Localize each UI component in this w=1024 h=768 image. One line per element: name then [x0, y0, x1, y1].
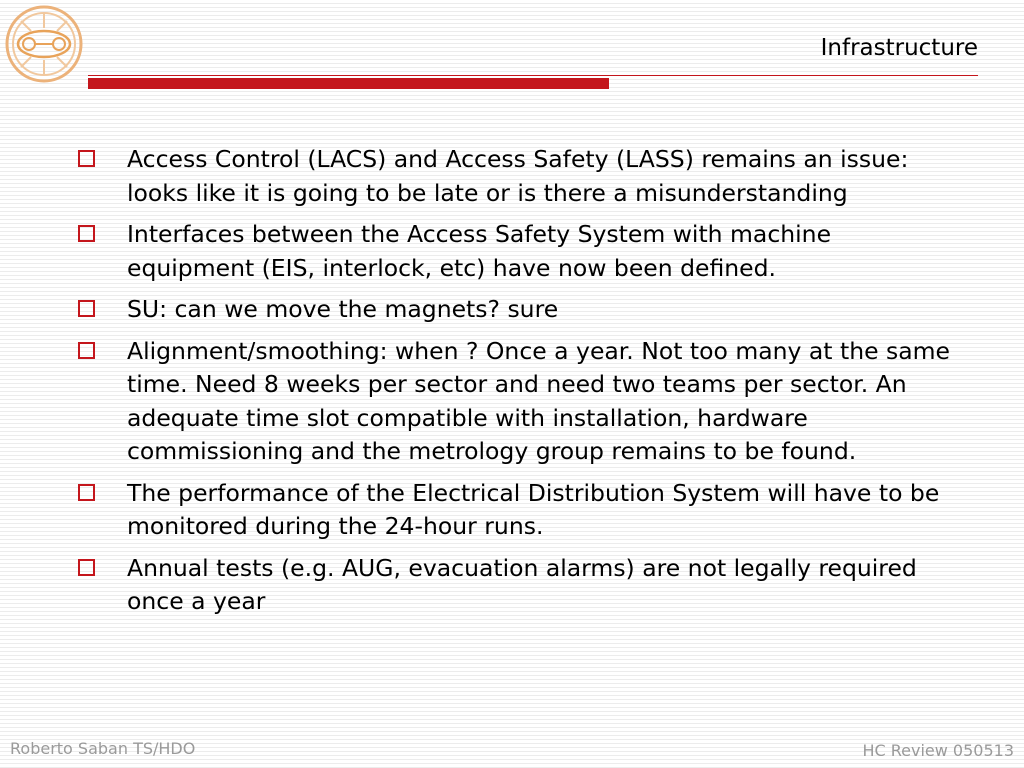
bullet-text: Alignment/smoothing: when ? Once a year. Not too many at the same time. Need 8 weeks per sector and need two teams per sector. An adequate time slot compatible with installation, hardware commissioning and the metrology group remains to be found. — [127, 336, 951, 465]
bullet-item — [74, 335, 964, 469]
title-underline-thin — [88, 75, 978, 76]
bullet-list — [74, 143, 964, 627]
footer-event: HC Review 050513 — [862, 741, 1014, 760]
slide-title: Infrastructure — [820, 35, 978, 61]
bullet-item — [74, 293, 964, 327]
institution-logo-icon — [4, 4, 84, 84]
bullet-item — [74, 552, 964, 619]
bullet-text: Interfaces between the Access Safety System with machine equipment (EIS, interlock, etc) have now been defined. — [127, 220, 832, 282]
square-bullet-icon — [78, 342, 95, 359]
bullet-text: The performance of the Electrical Distribution System will have to be monitored during the 24-hour runs. — [127, 478, 940, 540]
square-bullet-icon — [78, 484, 95, 501]
bullet-item — [74, 143, 964, 210]
bullet-text: Access Control (LACS) and Access Safety (LASS) remains an issue: looks like it is going to be late or is there a misunderstanding — [127, 145, 909, 207]
bullet-text: SU: can we move the magnets? sure — [127, 295, 559, 323]
square-bullet-icon — [78, 559, 95, 576]
bullet-text: Annual tests (e.g. AUG, evacuation alarms) are not legally required once a year — [127, 553, 917, 615]
square-bullet-icon — [78, 150, 95, 167]
footer-author: Roberto Saban TS/HDO — [10, 739, 196, 758]
bullet-item — [74, 218, 964, 285]
bullet-item — [74, 477, 964, 544]
square-bullet-icon — [78, 300, 95, 317]
title-underline-thick — [88, 78, 609, 89]
square-bullet-icon — [78, 225, 95, 242]
